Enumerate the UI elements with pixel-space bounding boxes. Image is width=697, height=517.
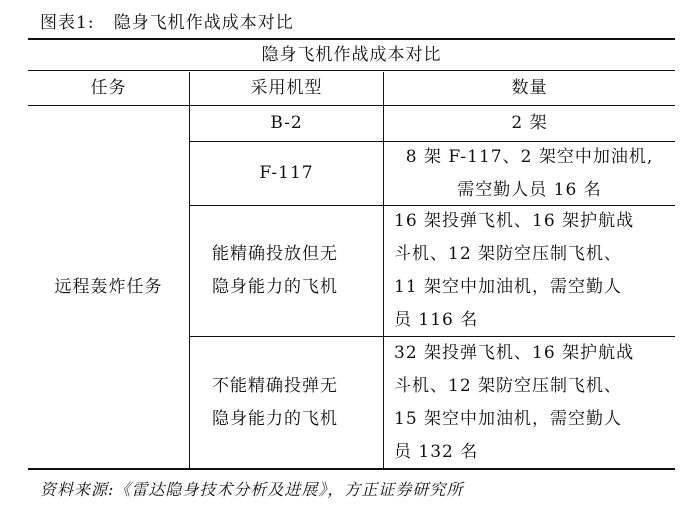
figure-title-text: 隐身飞机作战成本对比 [113,13,294,33]
aircraft-type-cell: F-117 [259,163,314,183]
header-task: 任务 [90,78,127,98]
header-quantity: 数量 [511,78,548,98]
bottom-rule [28,468,675,470]
aircraft-type-cell: B-2 [270,113,303,133]
table-caption: 隐身飞机作战成本对比 [261,45,442,65]
source-note: 资料来源:《雷达隐身技术分析及进展》，方正证券研究所 [40,480,464,499]
figure-label: 图表1: [40,13,95,33]
quantity-cell: 8 架 F-117、2 架空中加油机, 需空勤人员 16 名 [405,146,654,200]
header-aircraft-type: 采用机型 [250,78,323,98]
quantity-cell: 16 架投弹飞机、16 架护航战 斗机、12 架防空压制飞机、 11 架空中加油机，需空勤人 员 116 名 [394,211,635,330]
cost-comparison-table [28,72,675,468]
aircraft-type-cell: 不能精确投弹无 隐身能力的飞机 [212,375,338,429]
quantity-cell: 32 架投弹飞机、16 架护航战 斗机、12 架防空压制飞机、 15 架空中加油机，需空勤人 员 132 名 [394,342,635,462]
task-cell: 远程轰炸任务 [54,276,163,297]
quantity-cell: 2 架 [511,113,548,133]
top-rule [28,38,675,40]
figure-title [40,8,294,33]
caption-rule [28,70,675,71]
aircraft-type-cell: 能精确投放但无 隐身能力的飞机 [212,244,338,297]
